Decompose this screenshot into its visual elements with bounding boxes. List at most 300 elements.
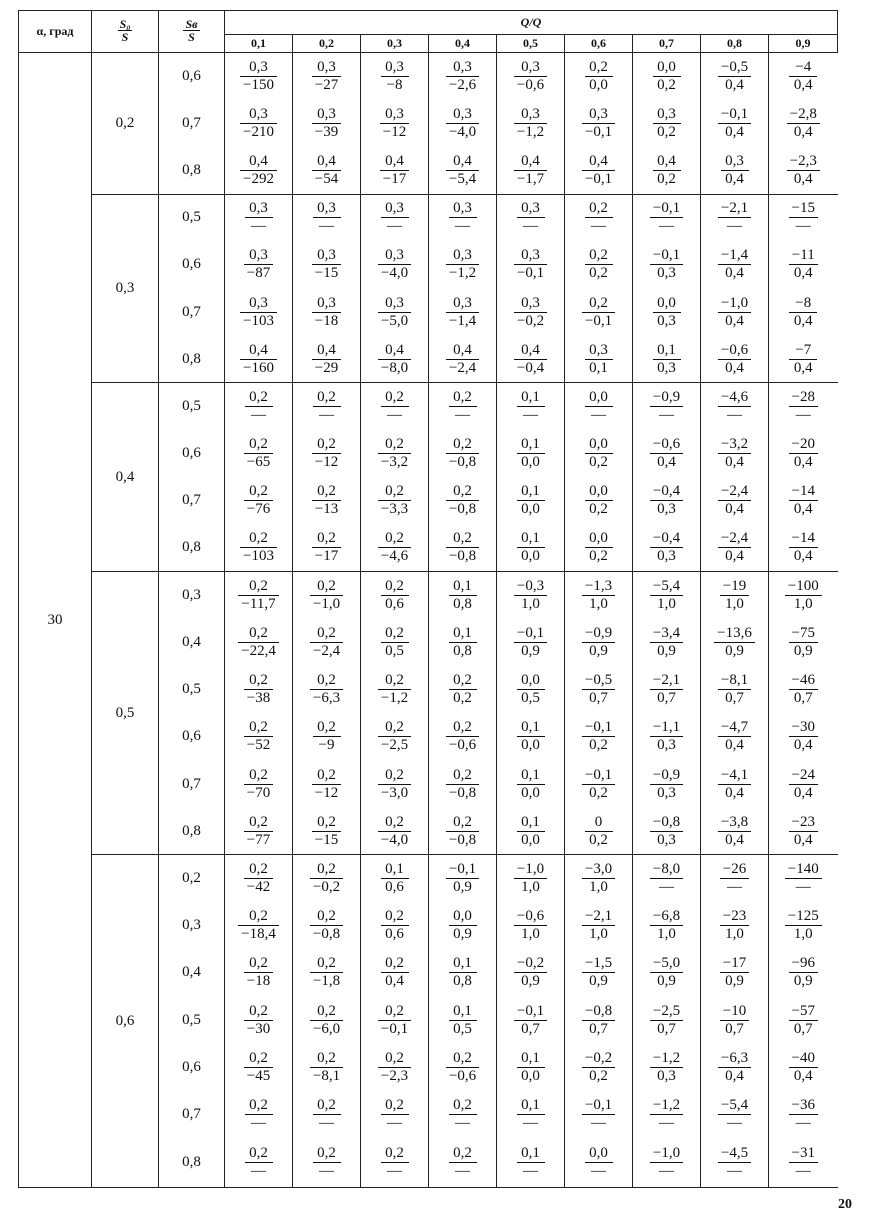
- fraction: [650, 1097, 683, 1132]
- sb-value: 0,6: [159, 53, 225, 100]
- fraction-denominator: 1,0: [589, 596, 608, 613]
- fraction-cell: [361, 1091, 429, 1138]
- fraction: [650, 530, 683, 565]
- fraction: [380, 153, 409, 188]
- fraction: [720, 955, 749, 990]
- fraction-denominator: 0,5: [385, 643, 404, 660]
- fraction: [381, 389, 409, 424]
- fraction-numerator: 0,1: [449, 625, 477, 643]
- fraction-denominator: 1,0: [589, 879, 608, 896]
- fraction-cell: [701, 383, 769, 430]
- fraction-cell: [225, 430, 293, 477]
- fraction-cell: [769, 572, 838, 619]
- fraction-cell: [633, 1044, 701, 1091]
- fraction-cell: [429, 383, 497, 430]
- fraction-cell: [497, 147, 565, 194]
- q-col-header: 0,6: [565, 35, 633, 53]
- sb-value: 0,6: [159, 430, 225, 477]
- fraction-numerator: −1,0: [650, 1145, 683, 1163]
- fraction-denominator: 0,3: [657, 784, 676, 801]
- fraction-cell: [565, 1138, 633, 1187]
- fraction-denominator: −5,0: [380, 312, 409, 329]
- fraction-numerator: −0,9: [582, 625, 615, 643]
- fraction-cell: [225, 997, 293, 1044]
- fraction-denominator: 0,4: [725, 737, 744, 754]
- fraction-numerator: 0,4: [312, 153, 341, 171]
- sb-value: 0,4: [159, 619, 225, 666]
- fraction-cell: [293, 1091, 361, 1138]
- fraction-denominator: −2,5: [380, 737, 409, 754]
- fraction: [650, 719, 683, 754]
- fraction: [787, 106, 820, 141]
- fraction-denominator: 0,2: [589, 265, 608, 282]
- fraction-cell: [429, 761, 497, 808]
- fraction-numerator: 0: [585, 814, 613, 832]
- fraction: [650, 908, 683, 943]
- fraction-numerator: 0,2: [449, 1097, 477, 1115]
- fraction-numerator: 0,1: [517, 483, 545, 501]
- fraction-numerator: 0,2: [244, 672, 273, 690]
- fraction-cell: [225, 289, 293, 336]
- fraction-denominator: 0,3: [657, 1067, 676, 1084]
- fraction-denominator: 0,4: [725, 265, 744, 282]
- fraction-denominator: 0,3: [657, 548, 676, 565]
- sb-value: 0,5: [159, 383, 225, 430]
- table-row: [19, 383, 838, 430]
- fraction-cell: [565, 572, 633, 619]
- fraction-numerator: 0,2: [244, 767, 273, 785]
- fraction-cell: [361, 572, 429, 619]
- fraction-denominator: 0,7: [589, 1020, 608, 1037]
- fraction: [517, 814, 545, 849]
- fraction-numerator: −0,3: [514, 578, 547, 596]
- fraction-denominator: —: [659, 218, 674, 235]
- fraction-denominator: −1,2: [516, 123, 545, 140]
- fraction: [240, 295, 277, 330]
- fraction-cell: [429, 525, 497, 572]
- fraction-denominator: 0,2: [589, 501, 608, 518]
- fraction-cell: [633, 383, 701, 430]
- fraction-cell: [497, 383, 565, 430]
- fraction: [517, 767, 545, 802]
- fraction: [381, 578, 409, 613]
- fraction-numerator: 0,2: [446, 814, 479, 832]
- fraction-numerator: −14: [789, 483, 818, 501]
- fraction-denominator: 0,7: [589, 690, 608, 707]
- fraction-denominator: −42: [246, 879, 271, 896]
- fraction: [514, 295, 547, 330]
- fraction: [582, 625, 615, 660]
- fraction-numerator: 0,2: [244, 955, 273, 973]
- fraction: [720, 861, 749, 896]
- fraction-denominator: —: [387, 1115, 402, 1132]
- fraction-numerator: 0,2: [245, 389, 273, 407]
- fraction-cell: [293, 902, 361, 949]
- fraction-cell: [565, 949, 633, 996]
- fraction-cell: [633, 100, 701, 147]
- fraction-numerator: 0,2: [381, 955, 409, 973]
- fraction-cell: [701, 1044, 769, 1091]
- fraction-denominator: 0,7: [793, 1020, 813, 1037]
- fraction-numerator: 0,2: [310, 908, 343, 926]
- fraction-cell: [565, 336, 633, 383]
- q-col-header: 0,4: [429, 35, 497, 53]
- fraction: [378, 1050, 411, 1085]
- fraction-denominator: −45: [246, 1067, 271, 1084]
- fraction-denominator: —: [523, 1115, 538, 1132]
- fraction-cell: [361, 666, 429, 713]
- fraction: [310, 578, 343, 613]
- fraction-numerator: 0,2: [585, 247, 613, 265]
- fraction-numerator: −19: [720, 578, 749, 596]
- fraction-cell: [701, 713, 769, 760]
- fraction-cell: [769, 383, 838, 430]
- fraction-numerator: 0,3: [380, 106, 409, 124]
- sb-value: 0,5: [159, 194, 225, 241]
- fraction: [310, 908, 343, 943]
- fraction-denominator: −6,3: [312, 690, 341, 707]
- fraction-numerator: 0,1: [517, 767, 545, 785]
- fraction-numerator: 0,2: [378, 767, 411, 785]
- fraction-denominator: 0,2: [657, 76, 676, 93]
- fraction-cell: [225, 194, 293, 241]
- fraction-cell: [497, 100, 565, 147]
- fraction-cell: [293, 383, 361, 430]
- fraction: [718, 1097, 751, 1132]
- fraction-numerator: −4,5: [718, 1145, 751, 1163]
- fraction: [789, 1003, 818, 1038]
- fraction: [449, 389, 477, 424]
- fraction-cell: [497, 666, 565, 713]
- fraction-numerator: 0,2: [238, 908, 279, 926]
- fraction: [514, 1003, 547, 1038]
- fraction: [650, 436, 683, 471]
- fraction-cell: [769, 147, 838, 194]
- fraction-cell: [701, 147, 769, 194]
- fraction-numerator: 0,2: [381, 908, 409, 926]
- fraction-numerator: 0,2: [244, 483, 273, 501]
- fraction: [650, 578, 683, 613]
- fraction: [449, 955, 477, 990]
- fraction: [381, 908, 409, 943]
- fraction-denominator: 0,8: [453, 643, 472, 660]
- fraction-denominator: 0,4: [793, 312, 813, 329]
- fraction: [381, 955, 409, 990]
- fraction-denominator: —: [387, 407, 402, 424]
- fraction-numerator: 0,2: [378, 814, 411, 832]
- fraction: [378, 767, 411, 802]
- fraction-numerator: 0,4: [240, 153, 277, 171]
- fraction-numerator: 0,2: [310, 578, 343, 596]
- fraction-denominator: −9: [318, 737, 335, 754]
- fraction-numerator: 0,2: [449, 672, 477, 690]
- fraction-denominator: 0,4: [725, 831, 744, 848]
- fraction-cell: [361, 1044, 429, 1091]
- fraction-cell: [225, 477, 293, 524]
- sb-value: 0,6: [159, 713, 225, 760]
- fraction: [449, 200, 477, 235]
- fraction-cell: [701, 949, 769, 996]
- fraction-cell: [225, 241, 293, 288]
- fraction-cell: [497, 761, 565, 808]
- fraction-cell: [633, 53, 701, 100]
- fraction-denominator: 0,6: [385, 879, 404, 896]
- fraction: [789, 295, 817, 330]
- fraction-cell: [293, 147, 361, 194]
- fraction-cell: [769, 100, 838, 147]
- fraction-numerator: 0,0: [585, 436, 613, 454]
- fraction-cell: [497, 572, 565, 619]
- fraction: [789, 59, 817, 94]
- fraction: [582, 672, 615, 707]
- fraction-denominator: —: [251, 1163, 266, 1180]
- fraction-cell: [701, 619, 769, 666]
- fraction-denominator: 0,9: [725, 643, 744, 660]
- fraction-denominator: −0,8: [448, 501, 477, 518]
- fraction-cell: [565, 147, 633, 194]
- fraction: [378, 814, 411, 849]
- fraction-denominator: −150: [243, 76, 274, 93]
- fraction-numerator: 0,2: [240, 530, 277, 548]
- fraction-numerator: 0,4: [582, 153, 615, 171]
- fraction-cell: [293, 194, 361, 241]
- fraction-cell: [633, 289, 701, 336]
- fraction-numerator: 0,2: [585, 200, 613, 218]
- fraction-denominator: 0,4: [725, 454, 744, 471]
- fraction-denominator: 0,0: [521, 737, 540, 754]
- fraction-numerator: 0,2: [244, 719, 273, 737]
- fraction-numerator: −36: [789, 1097, 818, 1115]
- fraction-denominator: −12: [382, 123, 407, 140]
- q-col-header: 0,1: [225, 35, 293, 53]
- fraction-cell: [225, 902, 293, 949]
- fraction: [514, 861, 547, 896]
- top-caption: [0, 0, 870, 4]
- fraction: [718, 389, 751, 424]
- fraction-denominator: —: [319, 1115, 334, 1132]
- fraction-numerator: 0,2: [381, 578, 409, 596]
- fraction-numerator: −31: [789, 1145, 818, 1163]
- fraction-denominator: −0,1: [516, 265, 545, 282]
- sb-header-den: S: [188, 30, 195, 45]
- fraction-numerator: −0,8: [582, 1003, 615, 1021]
- fraction-cell: [225, 666, 293, 713]
- fraction-cell: [497, 808, 565, 855]
- fraction-numerator: 0,3: [446, 59, 479, 77]
- fraction: [446, 342, 479, 377]
- fraction-cell: [293, 808, 361, 855]
- fraction-denominator: −11,7: [241, 596, 276, 613]
- fraction-denominator: —: [795, 1163, 811, 1180]
- fraction: [378, 672, 411, 707]
- fraction-denominator: 0,6: [385, 926, 404, 943]
- fraction-denominator: −0,6: [516, 76, 545, 93]
- fraction: [650, 483, 683, 518]
- fraction: [446, 295, 479, 330]
- fraction: [378, 530, 411, 565]
- fraction: [240, 530, 277, 565]
- fraction-cell: [769, 666, 838, 713]
- fraction: [582, 955, 615, 990]
- fraction: [380, 106, 409, 141]
- fraction: [514, 59, 547, 94]
- fraction-numerator: −1,5: [582, 955, 615, 973]
- fraction-denominator: −17: [382, 170, 407, 187]
- fraction-cell: [769, 430, 838, 477]
- fraction-cell: [361, 855, 429, 902]
- fraction-cell: [361, 525, 429, 572]
- fraction: [313, 1097, 341, 1132]
- fraction: [718, 814, 751, 849]
- q-col-header: 0,5: [497, 35, 565, 53]
- fraction: [789, 389, 818, 424]
- fraction-denominator: −15: [314, 831, 339, 848]
- fraction-numerator: 0,2: [310, 955, 343, 973]
- fraction: [244, 247, 273, 282]
- fraction: [378, 483, 411, 518]
- fraction-numerator: 0,3: [240, 59, 277, 77]
- fraction-cell: [565, 902, 633, 949]
- fraction-denominator: −76: [246, 501, 271, 518]
- fraction-numerator: 0,2: [244, 861, 273, 879]
- fraction-denominator: −22,4: [241, 643, 276, 660]
- fraction-numerator: 0,3: [446, 295, 479, 313]
- fraction-cell: [429, 430, 497, 477]
- sb-value: 0,2: [159, 855, 225, 902]
- fraction-denominator: −3,3: [380, 501, 409, 518]
- s0-header: [92, 11, 159, 53]
- fraction-numerator: 0,2: [313, 1097, 341, 1115]
- fraction-denominator: 0,1: [589, 359, 608, 376]
- fraction-numerator: 0,4: [653, 153, 681, 171]
- fraction-cell: [293, 761, 361, 808]
- fraction-denominator: 0,7: [521, 1020, 540, 1037]
- fraction-cell: [701, 902, 769, 949]
- fraction-cell: [225, 383, 293, 430]
- fraction: [718, 483, 751, 518]
- fraction-numerator: 0,0: [585, 389, 613, 407]
- fraction-denominator: —: [795, 407, 811, 424]
- fraction-denominator: −103: [243, 312, 274, 329]
- fraction: [449, 908, 477, 943]
- fraction-numerator: 0,3: [446, 247, 479, 265]
- fraction-denominator: 0,4: [793, 359, 813, 376]
- fraction-cell: [497, 430, 565, 477]
- fraction: [718, 342, 751, 377]
- fraction-cell: [565, 53, 633, 100]
- fraction-cell: [225, 619, 293, 666]
- fraction-cell: [293, 619, 361, 666]
- fraction: [585, 200, 613, 235]
- fraction-cell: [565, 808, 633, 855]
- alpha-value: 30: [19, 53, 92, 1188]
- fraction: [585, 389, 613, 424]
- fraction-cell: [293, 525, 361, 572]
- fraction-numerator: −0,9: [650, 389, 683, 407]
- fraction-numerator: −13,6: [714, 625, 755, 643]
- fraction-cell: [497, 525, 565, 572]
- data-table: [18, 10, 838, 1188]
- fraction: [650, 1145, 683, 1180]
- fraction-denominator: −1,2: [448, 265, 477, 282]
- fraction: [446, 153, 479, 188]
- fraction-denominator: 0,4: [793, 737, 813, 754]
- fraction-denominator: −2,3: [380, 1067, 409, 1084]
- fraction-denominator: —: [387, 1163, 402, 1180]
- fraction: [312, 295, 341, 330]
- fraction: [785, 908, 822, 943]
- sb-value: 0,8: [159, 336, 225, 383]
- fraction: [720, 578, 749, 613]
- fraction-denominator: 0,3: [657, 359, 676, 376]
- fraction-numerator: −2,5: [650, 1003, 683, 1021]
- fraction-cell: [633, 713, 701, 760]
- fraction-denominator: 0,9: [521, 973, 540, 990]
- fraction-cell: [361, 761, 429, 808]
- fraction-cell: [701, 525, 769, 572]
- fraction-denominator: −2,6: [448, 76, 477, 93]
- fraction: [446, 530, 479, 565]
- fraction-numerator: 0,3: [312, 106, 341, 124]
- fraction: [517, 1097, 545, 1132]
- q-col-header: 0,2: [293, 35, 361, 53]
- fraction-cell: [633, 525, 701, 572]
- fraction: [244, 1050, 273, 1085]
- fraction-denominator: −12: [314, 454, 339, 471]
- fraction-cell: [361, 477, 429, 524]
- fraction-denominator: 0,2: [589, 831, 608, 848]
- fraction-cell: [565, 1044, 633, 1091]
- fraction-cell: [361, 336, 429, 383]
- fraction-denominator: 0,2: [589, 454, 608, 471]
- fraction: [517, 530, 545, 565]
- fraction-denominator: −4,0: [448, 123, 477, 140]
- fraction-denominator: 0,9: [793, 643, 813, 660]
- fraction: [244, 1003, 273, 1038]
- fraction: [312, 153, 341, 188]
- fraction: [446, 247, 479, 282]
- fraction-denominator: −4,0: [380, 265, 409, 282]
- fraction-cell: [701, 572, 769, 619]
- fraction: [378, 342, 411, 377]
- fraction-numerator: −0,1: [718, 106, 751, 124]
- fraction: [244, 955, 273, 990]
- fraction-numerator: −4: [789, 59, 817, 77]
- fraction: [789, 672, 818, 707]
- fraction: [718, 767, 751, 802]
- fraction: [446, 436, 479, 471]
- fraction-cell: [701, 430, 769, 477]
- fraction-denominator: −0,8: [448, 831, 477, 848]
- fraction-denominator: —: [251, 218, 266, 235]
- fraction-cell: [497, 713, 565, 760]
- s0-value: 0,5: [92, 572, 159, 855]
- fraction-denominator: —: [523, 1163, 538, 1180]
- fraction-numerator: 0,2: [378, 719, 411, 737]
- sb-value: 0,8: [159, 808, 225, 855]
- fraction: [446, 767, 479, 802]
- fraction-denominator: —: [727, 879, 742, 896]
- fraction: [312, 767, 341, 802]
- fraction: [718, 436, 751, 471]
- fraction: [244, 861, 273, 896]
- fraction-cell: [497, 855, 565, 902]
- fraction-cell: [769, 902, 838, 949]
- fraction-cell: [225, 761, 293, 808]
- fraction: [585, 59, 613, 94]
- fraction-denominator: 0,2: [657, 123, 676, 140]
- fraction-numerator: 0,4: [240, 342, 277, 360]
